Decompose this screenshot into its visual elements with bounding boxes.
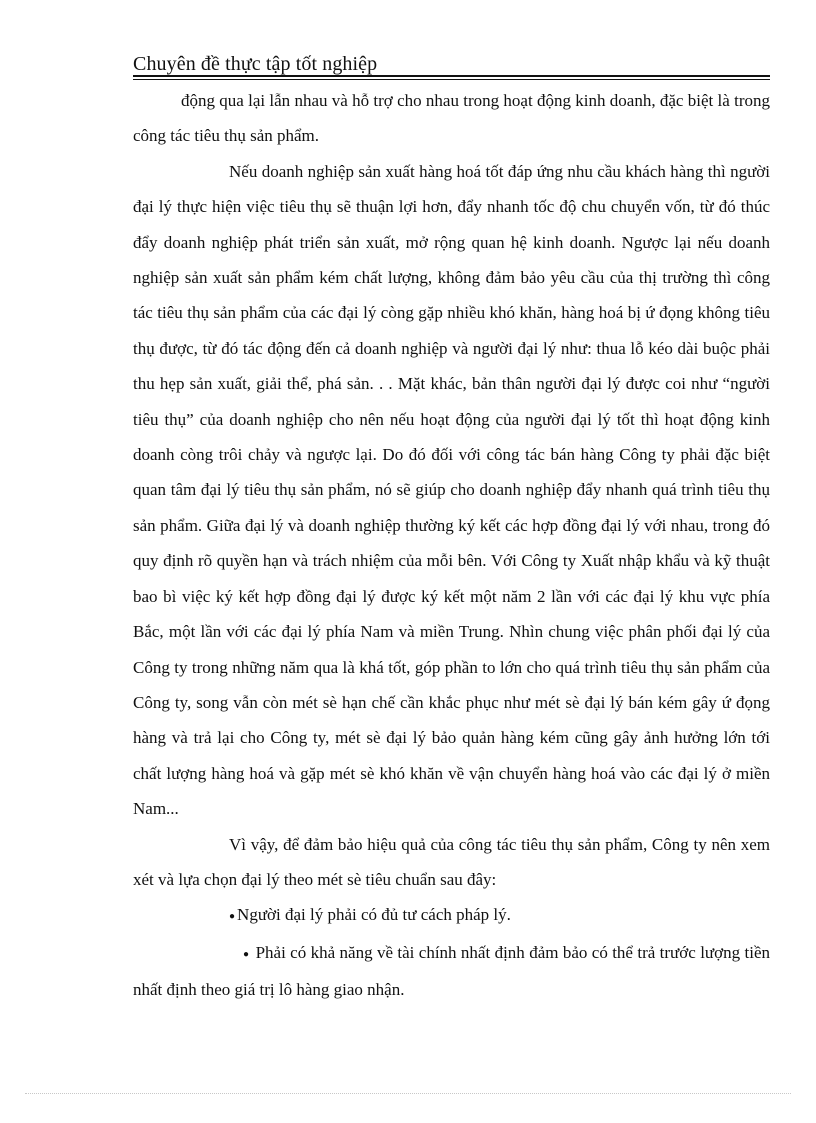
header-rule-thin: [133, 79, 770, 80]
paragraph-continuation: động qua lại lẫn nhau và hỗ trợ cho nhau trong hoạt động kinh doanh, đặc biệt là trong công tác tiêu thụ sản phẩm.: [133, 91, 770, 146]
bullet-item-text: Phải có khả năng về tài chính nhất định đảm bảo có thể trả trước lượng tiền nhất định theo giá trị lô hàng giao nhận.: [133, 942, 770, 1000]
page-bottom-divider: [25, 1093, 791, 1094]
bullet-icon: ●: [229, 911, 236, 923]
document-body: [133, 83, 770, 1008]
page-header: [133, 53, 770, 80]
bullet-icon: ●: [243, 948, 250, 960]
bullet-item-financial: [133, 935, 770, 1008]
paragraph-criteria-intro: Vì vậy, để đảm bảo hiệu quả của công tác tiêu thụ sản phẩm, Công ty nên xem xét và lựa chọn đại lý theo mét sè tiêu chuẩn sau đây:: [133, 834, 770, 889]
header-rule-thick: [133, 75, 770, 77]
paragraph-agent-role: Nếu doanh nghiệp sản xuất hàng hoá tốt đáp ứng nhu cầu khách hàng thì người đại lý thực hiện việc tiêu thụ sẽ thuận lợi hơn, đẩy nhanh tốc độ chu chuyển vốn, từ đó thúc đẩy doanh nghiệp phát triển sản xuất, mở rộng quan hệ kinh doanh. Ngược lại nếu doanh nghiệp sản xuất sản phẩm kém chất lượng, không đảm bảo yêu cầu của thị trường thì công tác tiêu thụ sản phẩm của các đại lý còng gặp nhiều khó khăn, hàng hoá bị ứ đọng không tiêu thụ được, từ đó tác động đến cả doanh nghiệp và người đại lý như: thua lỗ kéo dài buộc phải thu hẹp sản xuất, giải thể, phá sản. . . Mặt khác, bản thân người đại lý được coi như “người tiêu thụ” của doanh nghiệp cho nên nếu hoạt động của người đại lý tốt thì hoạt động kinh doanh còng trôi chảy và ngược lại. Do đó đối với công tác bán hàng Công ty phải đặc biệt quan tâm đại lý tiêu thụ sản phẩm, nó sẽ giúp cho doanh nghiệp đẩy nhanh quá trình tiêu thụ sản phẩm. Giữa đại lý và doanh nghiệp thường ký kết các hợp đồng đại lý với nhau, trong đó quy định rõ quyền hạn và trách nhiệm của mỗi bên. Với Công ty Xuất nhập khẩu và kỹ thuật bao bì việc ký kết hợp đồng đại lý được ký kết một năm 2 lần với các đại lý khu vực phía Bắc, một lần với các đại lý phía Nam và miền Trung. Nhìn chung việc phân phối đại lý của Công ty trong những năm qua là khá tốt, góp phần to lớn cho quá trình tiêu thụ sản phẩm của Công ty, song vẫn còn mét sè hạn chế cần khắc phục như mét sè đại lý bán kém gây ứ đọng hàng và trả lại cho Công ty, mét sè đại lý bảo quản hàng kém cũng gây ảnh hưởng lớn tới chất lượng hàng hoá và gặp mét sè khó khăn về vận chuyển hàng hoá vào các đại lý ở miền Nam...: [133, 161, 770, 819]
bullet-item-legal-status: [133, 897, 770, 934]
header-title: Chuyên đề thực tập tốt nghiệp: [133, 53, 378, 75]
bullet-item-text: Người đại lý phải có đủ tư cách pháp lý.: [237, 905, 511, 925]
